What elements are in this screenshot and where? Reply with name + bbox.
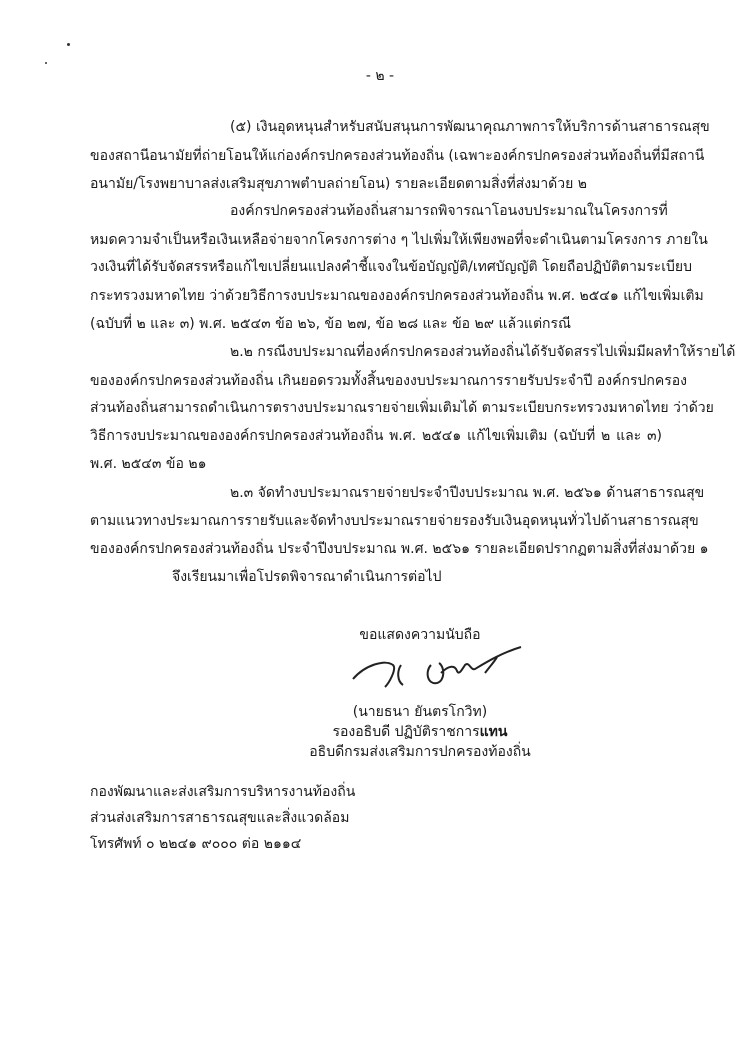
body-line: ๒.๒ กรณีงบประมาณที่องค์กรปกครองส่วนท้องถิ่นได้รับจัดสรรไปเพิ่มมีผลทำให้รายได้ xyxy=(230,344,736,360)
signer-name: (นายธนา ยันตรโกวิท) xyxy=(352,704,488,720)
footer-section: ส่วนส่งเสริมการสาธารณสุขและสิ่งแวดล้อม xyxy=(90,810,350,826)
body-line: กระทรวงมหาดไทย ว่าด้วยวิธีการงบประมาณขององค์กรปกครองส่วนท้องถิ่น พ.ศ. ๒๕๔๑ แก้ไขเพิ่มเติม xyxy=(90,288,704,304)
scan-speck xyxy=(67,43,70,46)
signer-title-text: รองอธิบดี ปฏิบัติราชการ xyxy=(332,724,480,740)
signer-title-bold: แทน xyxy=(479,724,508,740)
page-number: - ๒ - xyxy=(365,68,395,84)
body-line: วิธีการงบประมาณขององค์กรปกครองส่วนท้องถิ่น พ.ศ. ๒๕๔๑ แก้ไขเพิ่มเติม (ฉบับที่ ๒ และ ๓) xyxy=(90,428,662,444)
body-line: ตามแนวทางประมาณการรายรับและจัดทำงบประมาณรายจ่ายรองรับเงินอุดหนุนทั่วไปด้านสาธารณสุข xyxy=(90,513,699,529)
body-line: ๒.๓ จัดทำงบประมาณรายจ่ายประจำปีงบประมาณ พ.ศ. ๒๕๖๑ ด้านสาธารณสุข xyxy=(230,485,705,501)
body-line: (๕) เงินอุดหนุนสำหรับสนับสนุนการพัฒนาคุณภาพการให้บริการด้านสาธารณสุข xyxy=(230,119,710,135)
signer-title xyxy=(300,722,540,742)
body-line: พ.ศ. ๒๕๔๓ ข้อ ๒๑ xyxy=(90,456,207,472)
body-line: (ฉบับที่ ๒ และ ๓) พ.ศ. ๒๕๔๓ ข้อ ๒๖, ข้อ ๒๗, ข้อ ๒๘ และ ข้อ ๒๙ แล้วแต่กรณี xyxy=(90,316,572,332)
body-line: จึงเรียนมาเพื่อโปรดพิจารณาดำเนินการต่อไป xyxy=(172,569,442,585)
signer-org: อธิบดีกรมส่งเสริมการปกครองท้องถิ่น xyxy=(309,744,531,760)
body-line: อนามัย/โรงพยาบาลส่งเสริมสุขภาพตำบลถ่ายโอน) รายละเอียดตามสิ่งที่ส่งมาด้วย ๒ xyxy=(90,176,588,192)
body-line: องค์กรปกครองส่วนท้องถิ่นสามารถพิจารณาโอนงบประมาณในโครงการที่ xyxy=(230,203,668,219)
body-line: ของสถานีอนามัยที่ถ่ายโอนให้แก่องค์กรปกครองส่วนท้องถิ่น (เฉพาะองค์กรปกครองส่วนท้องถิ่นที่มีสถานี xyxy=(90,148,705,164)
body-line: ขององค์กรปกครองส่วนท้องถิ่น ประจำปีงบประมาณ พ.ศ. ๒๕๖๑ รายละเอียดปรากฏตามสิ่งที่ส่งมาด้วย ๑ xyxy=(90,541,709,557)
scan-speck xyxy=(45,62,47,64)
closing: ขอแสดงความนับถือ xyxy=(359,627,481,643)
body-line: หมดความจำเป็นหรือเงินเหลือจ่ายจากโครงการต่าง ๆ ไปเพิ่มให้เพียงพอที่จะดำเนินตามโครงการ ภายใน xyxy=(90,232,708,248)
footer-division: กองพัฒนาและส่งเสริมการบริหารงานท้องถิ่น xyxy=(90,784,356,800)
footer-phone: โทรศัพท์ ๐ ๒๒๔๑ ๙๐๐๐ ต่อ ๒๑๑๔ xyxy=(90,836,302,852)
signature xyxy=(345,635,545,695)
body-line: วงเงินที่ได้รับจัดสรรหรือแก้ไขเปลี่ยนแปลงคำชี้แจงในข้อบัญญัติ/เทศบัญญัติ โดยถือปฏิบัติตามระเบียบ xyxy=(90,259,693,275)
body-line: ส่วนท้องถิ่นสามารถดำเนินการตรางบประมาณรายจ่ายเพิ่มเติมได้ ตามระเบียบกระทรวงมหาดไทย ว่าด้วย xyxy=(90,400,714,416)
body-line: ขององค์กรปกครองส่วนท้องถิ่น เกินยอดรวมทั้งสิ้นของงบประมาณการรายรับประจำปี องค์กรปกครอง xyxy=(90,373,687,389)
